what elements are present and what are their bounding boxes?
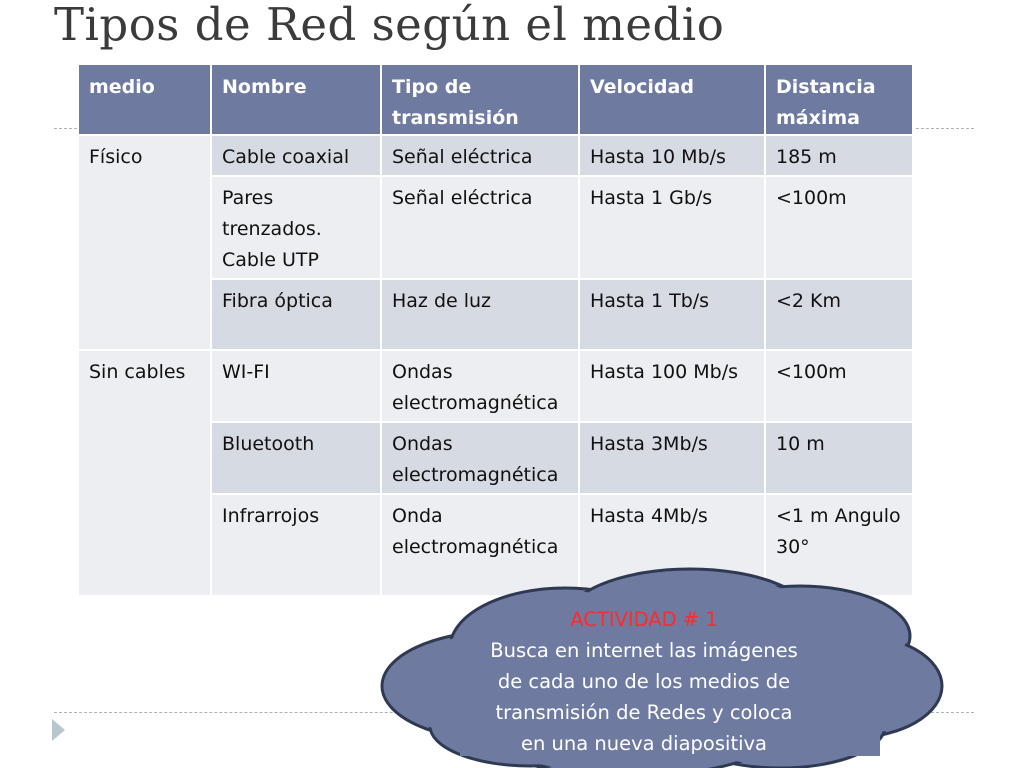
table-cell: Onda electromagnética (381, 494, 579, 596)
table-cell: Infrarrojos (211, 494, 381, 596)
network-types-table (77, 63, 914, 597)
activity-line: de cada uno de los medios de (497, 670, 791, 693)
table-cell: Señal eléctrica (381, 176, 579, 279)
bullet-triangle-icon (52, 719, 65, 741)
table-header-row (78, 64, 913, 135)
table-cell: Ondas electromagnética (381, 350, 579, 422)
slide-title: Tipos de Red según el medio (54, 0, 725, 51)
table-cell: Hasta 1 Gb/s (579, 176, 765, 279)
table-row (78, 350, 913, 422)
table-cell: Ondas electromagnética (381, 422, 579, 494)
table-cell: Pares trenzados. Cable UTP (211, 176, 381, 279)
table-cell: Cable coaxial (211, 135, 381, 176)
table-cell: <1 m Angulo 30° (765, 494, 913, 596)
header-distancia-maxima: Distancia máxima (765, 64, 913, 135)
activity-callout-text (462, 604, 826, 759)
activity-line: transmisión de Redes y coloca (495, 701, 793, 724)
table-cell: Señal eléctrica (381, 135, 579, 176)
activity-line: Busca en internet las imágenes (490, 639, 798, 662)
table-cell: Hasta 100 Mb/s (579, 350, 765, 422)
table-cell: <100m (765, 350, 913, 422)
table-cell: Hasta 4Mb/s (579, 494, 765, 596)
header-velocidad: Velocidad (579, 64, 765, 135)
table-cell: <2 Km (765, 279, 913, 350)
table-cell: Fibra óptica (211, 279, 381, 350)
table-cell: 10 m (765, 422, 913, 494)
table-cell: Haz de luz (381, 279, 579, 350)
table-cell: WI-FI (211, 350, 381, 422)
header-nombre: Nombre (211, 64, 381, 135)
table-cell: <100m (765, 176, 913, 279)
activity-line: en una nueva diapositiva (520, 732, 767, 755)
table-row (78, 135, 913, 176)
table-cell: Bluetooth (211, 422, 381, 494)
table-cell: 185 m (765, 135, 913, 176)
header-medio: medio (78, 64, 211, 135)
cell-medio-fisico: Físico (78, 135, 211, 350)
cell-medio-sin-cables: Sin cables (78, 350, 211, 596)
table-cell: Hasta 1 Tb/s (579, 279, 765, 350)
activity-heading: ACTIVIDAD # 1 (570, 608, 718, 631)
table-cell: Hasta 10 Mb/s (579, 135, 765, 176)
header-tipo-transmision: Tipo de transmisión (381, 64, 579, 135)
table-cell: Hasta 3Mb/s (579, 422, 765, 494)
